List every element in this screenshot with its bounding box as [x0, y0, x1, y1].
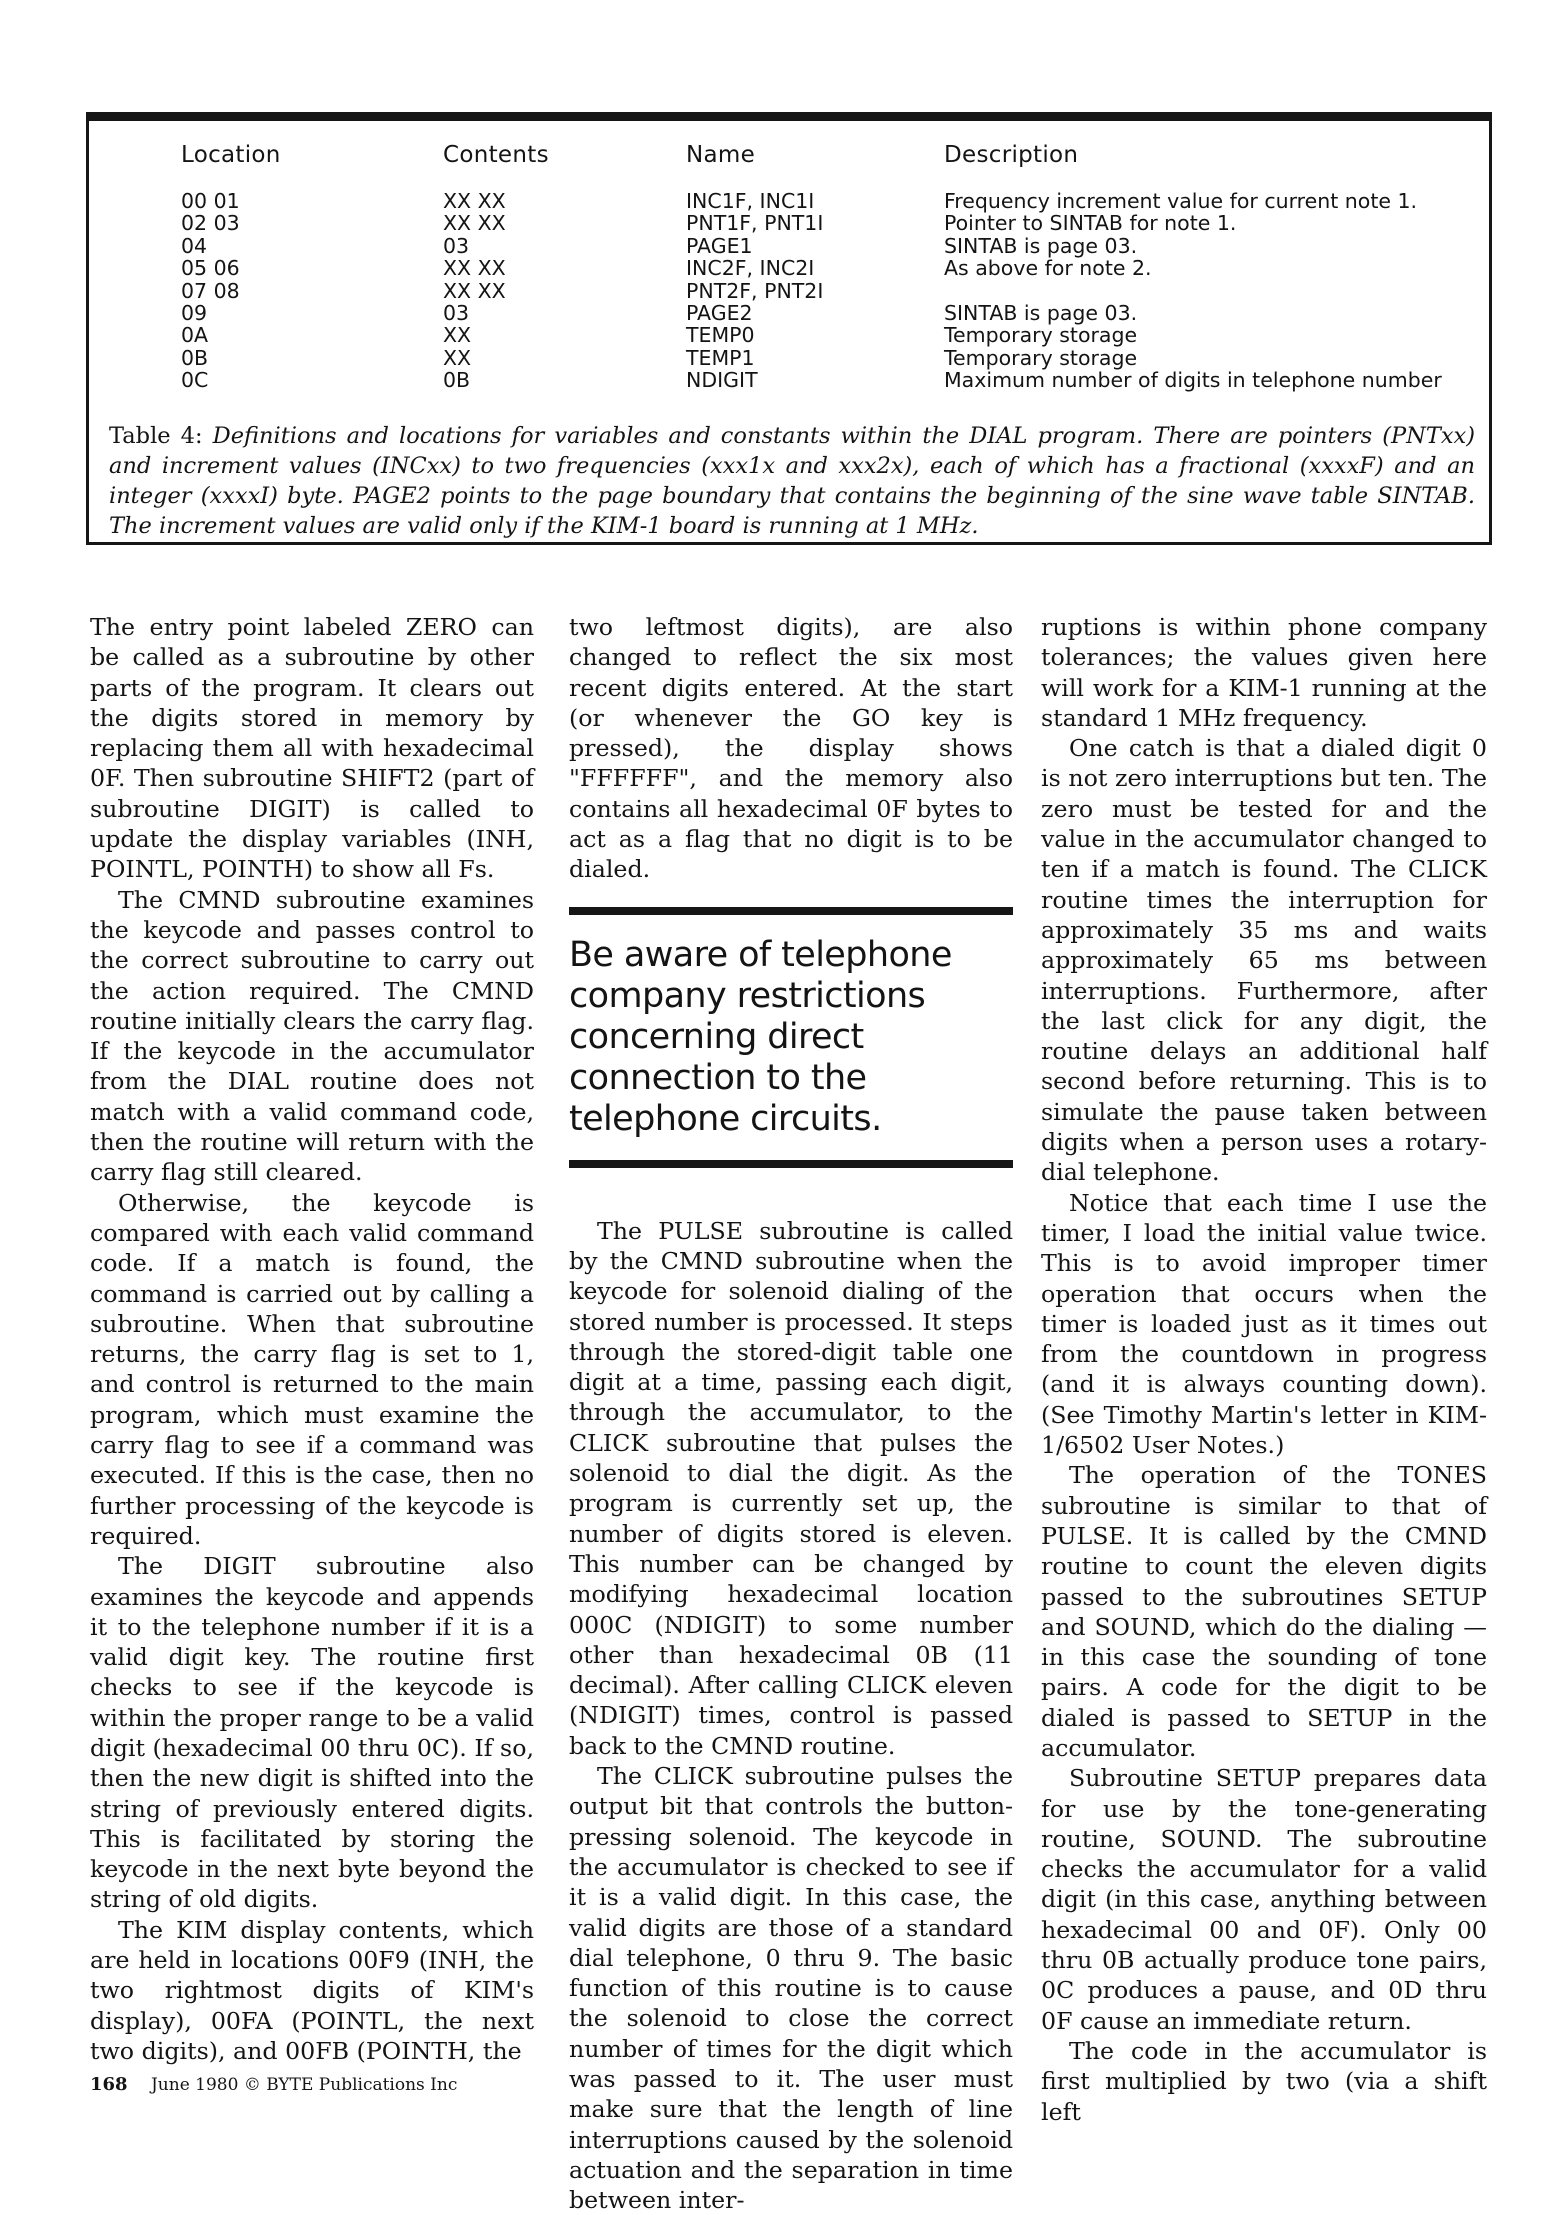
table-cell: INC1F, INC1I	[686, 189, 815, 213]
paragraph: The DIGIT subroutine also examines the keycode and appends it to the telephone number if it is a valid digit key. The routine first checks to see if the keycode is within the proper range to be a valid digit (hexadecimal 00 thru 0C). If so, then the new digit is shifted into the string of previously entered digits. This is facilitated by storing the keycode in the next byte beyond the string of old digits.	[90, 1552, 534, 1914]
page-number: 168	[90, 2074, 128, 2095]
table-cell: XX XX	[443, 189, 506, 213]
paragraph: two leftmost digits), are also changed to reflect the six most recent digits entered. At the start (or whenever the GO key is pressed), the display shows "FFFFFF", and the memory also contains all hexadecimal 0F bytes to act as a flag that no digit is to be dialed.	[569, 613, 1013, 884]
table-cell: PNT1F, PNT1I	[686, 211, 824, 236]
table-cell: Frequency increment value for current note 1.	[944, 189, 1418, 213]
header-description: Description	[944, 142, 1079, 168]
paragraph: The KIM display contents, which are held in locations 00F9 (INH, the two rightmost digits of KIM's display), 00FA (POINTL, the next two digits), and 00FB (POINTH, the	[90, 1915, 534, 2065]
paragraph: ruptions is within phone company tolerances; the values given here will work for a KIM-1 running at the standard 1 MHz frequency.	[1041, 613, 1487, 732]
paragraph: The CMND subroutine examines the keycode and passes control to the correct subroutine to carry out the action required. The CMND routine initially clears the carry flag. If the keycode in the accumulator from the DIAL routine does not match with a valid command code, then the routine will return with the carry flag still cleared.	[90, 885, 534, 1187]
footer-text: June 1980 © BYTE Publications Inc	[150, 2075, 458, 2095]
page-footer	[90, 2074, 457, 2095]
body-column-2	[569, 612, 1013, 2215]
table-cell: 03	[443, 300, 470, 325]
description-column	[944, 190, 1442, 392]
pullquote: Be aware of telephone company restrictions concerning direct connection to the telephone circuits.	[569, 934, 952, 1139]
table-cell: XX XX	[443, 211, 506, 236]
header-location: Location	[181, 142, 281, 168]
table-cell: 09	[181, 300, 208, 325]
paragraph: The CLICK subroutine pulses the output bit that controls the button-pressing solenoid. The keycode in the accumulator is checked to see if it is a valid digit. In this case, the valid digits are those of a standard dial telephone, 0 thru 9. The basic function of this routine is to cause the solenoid to close the correct number of times for the digit which was passed to it. The user must make sure that the length of line interruptions caused by the solenoid actuation and the separation in time between inter-	[569, 1762, 1013, 2215]
table-cell: 0B	[181, 345, 209, 370]
table-cell	[944, 280, 1442, 302]
table-cell: PAGE2	[686, 300, 753, 325]
table-cell: NDIGIT	[686, 368, 758, 393]
paragraph: Subroutine SETUP prepares data for use by the tone-generating routine, SOUND. The subroutine checks the accumulator for a valid digit (in this case, anything between hexadecimal 00 and 0F). Only 00 thru 0B actually produce tone pairs, 0C produces a pause, and 0D thru 0F cause an immediate return.	[1041, 1764, 1487, 2035]
pullquote-top-rule	[569, 907, 1013, 915]
paragraph: The entry point labeled ZERO can be called as a subroutine by other parts of the program. It clears out the digits stored in memory by replacing them all with hexadecimal 0F. Then subroutine SHIFT2 (part of subroutine DIGIT) is called to update the display variables (INH, POINTL, POINTH) to show all Fs.	[90, 613, 534, 884]
table-cell: As above for note 2.	[944, 256, 1152, 281]
body-column-3	[1041, 612, 1487, 2127]
table-cell: 0B	[443, 368, 471, 393]
header-name: Name	[686, 142, 756, 168]
table-cell: SINTAB is page 03.	[944, 300, 1138, 325]
table-cell: XX XX	[443, 278, 506, 303]
contents-column	[443, 190, 506, 392]
pullquote-bottom-rule	[569, 1160, 1013, 1168]
paragraph: One catch is that a dialed digit 0 is not zero interruptions but ten. The zero must be tested for and the value in the accumulator changed to ten if a match is found. The CLICK routine times the interruption for approximately 35 ms and waits approximately 65 ms between interruptions. Furthermore, after the last click for any digit, the routine delays an additional half second before returning. This is to simulate the pause taken between digits when a person uses a rotary-dial telephone.	[1041, 734, 1487, 1187]
paragraph: Otherwise, the keycode is compared with each valid command code. If a match is found, the command is carried out by calling a subroutine. When that subroutine returns, the carry flag is set to 1, and control is returned to the main program, which must examine the carry flag to see if a command was executed. If this is the case, then no further processing of the keycode is required.	[90, 1188, 534, 1550]
body-column-1	[90, 612, 534, 2066]
table-cell: 04	[181, 233, 208, 258]
table-cell: 00 01	[181, 189, 240, 213]
table-cell: Temporary storage	[944, 323, 1138, 348]
location-column	[181, 190, 240, 392]
table-cell: 02 03	[181, 211, 240, 236]
table-cell: 07 08	[181, 278, 240, 303]
table-cell: 05 06	[181, 256, 240, 281]
table-cell: INC2F, INC2I	[686, 256, 815, 281]
table-cell: TEMP1	[686, 345, 755, 370]
table-cell: XX	[443, 323, 472, 348]
paragraph: Notice that each time I use the timer, I load the initial value twice. This is to avoid improper timer operation that occurs when the timer is loaded just as it times out from the countdown in progress (and it is always counting down). (See Timothy Martin's letter in KIM-1/6502 User Notes.)	[1041, 1188, 1487, 1460]
table-4-box	[86, 112, 1492, 545]
table-cell: PAGE1	[686, 233, 753, 258]
table-cell: 03	[443, 233, 470, 258]
table-cell: PNT2F, PNT2I	[686, 278, 824, 303]
table-cell: TEMP0	[686, 323, 755, 348]
table-cell: XX	[443, 345, 472, 370]
table-cell: Pointer to SINTAB for note 1.	[944, 211, 1237, 236]
paragraph: The PULSE subroutine is called by the CMND subroutine when the keycode for solenoid dialing of the stored number is processed. It steps through the stored-digit table one digit at a time, passing each digit, through the accumulator, to the CLICK subroutine that pulses the solenoid to dial the digit. As the program is currently set up, the number of digits stored is eleven. This number can be changed by modifying hexadecimal location 000C (NDIGIT) to some number other than hexadecimal 0B (11 decimal). After calling CLICK eleven (NDIGIT) times, control is passed back to the CMND routine.	[569, 1216, 1013, 1760]
paragraph: The code in the accumulator is first multiplied by two (via a shift left	[1041, 2036, 1487, 2126]
table-cell: Temporary storage	[944, 345, 1138, 370]
table-cell: Maximum number of digits in telephone number	[944, 368, 1442, 393]
header-contents: Contents	[443, 142, 549, 168]
caption-text: Definitions and locations for variables and constants within the DIAL program. There are pointers (PNTxx) and increment values (INCxx) to two frequencies (xxx1x and xxx2x), each of which has a fractional (xxxxF) and an integer (xxxxI) byte. PAGE2 points to the page boundary that contains the beginning of the sine wave table SINTAB. The increment values are valid only if the KIM-1 board is running at 1 MHz.	[109, 423, 1476, 539]
table-cell: XX XX	[443, 256, 506, 281]
paragraph: The operation of the TONES subroutine is similar to that of PULSE. It is called by the CMND routine to count the eleven digits passed to the subroutines SETUP and SOUND, which do the dialing — in this case the sounding of tone pairs. A code for the digit to be dialed is passed to SETUP in the accumulator.	[1041, 1461, 1487, 1762]
table-caption	[109, 421, 1475, 541]
table-cell: SINTAB is page 03.	[944, 233, 1138, 258]
name-column	[686, 190, 823, 392]
table-cell: 0C	[181, 368, 209, 393]
caption-label: Table 4:	[109, 423, 203, 449]
table-cell: 0A	[181, 323, 209, 348]
